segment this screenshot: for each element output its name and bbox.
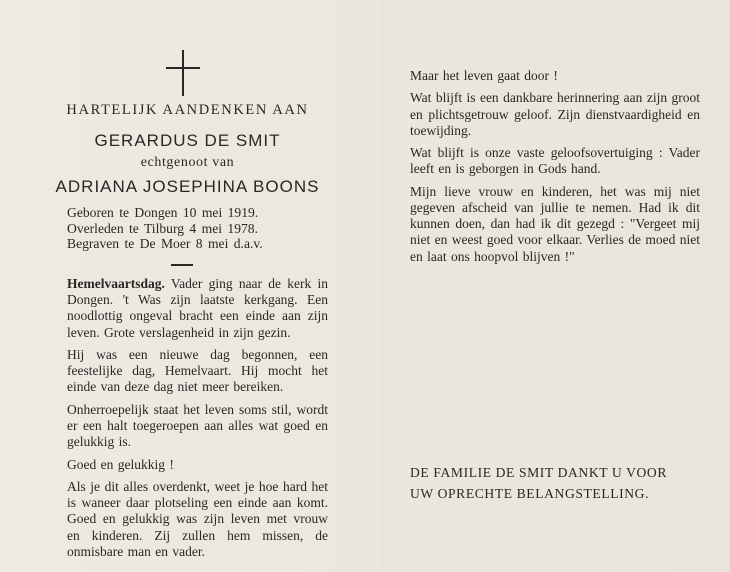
thanks-line: UW OPRECHTE BELANGSTELLING. bbox=[410, 486, 650, 501]
paragraph: Wat blijft is een dankbare herinnering aan zijn groot en plichtsgetrouw geloof. Zijn dienstvaardigheid en toewijding. bbox=[410, 90, 700, 138]
dates-block bbox=[67, 205, 263, 252]
right-column-text bbox=[410, 68, 700, 271]
paragraph: Hij was een nieuwe dag begonnen, een feestelijke dag, Hemelvaart. Hij mocht het einde van deze dag niet meer bereiken. bbox=[67, 347, 328, 395]
thanks-block bbox=[410, 462, 667, 504]
deceased-name: GERARDUS DE SMIT bbox=[94, 131, 281, 150]
paragraph: Wat blijft is onze vaste geloofsovertuiging : Vader leeft en is geborgen in Gods hand. bbox=[410, 145, 700, 177]
spouse-name: ADRIANA JOSEPHINA BOONS bbox=[55, 177, 320, 196]
divider-line bbox=[171, 264, 193, 266]
thanks-line: DE FAMILIE DE SMIT DANKT U VOOR bbox=[410, 465, 667, 480]
death-line: Overleden te Tilburg 4 mei 1978. bbox=[67, 220, 258, 236]
paragraph: Goed en gelukkig ! bbox=[67, 456, 174, 472]
paragraph: Maar het leven gaat door ! bbox=[410, 68, 558, 83]
paragraph: Onherroepelijk staat het leven soms stil, wordt er een halt toegeroepen aan alles wat goed en gelukkig is. bbox=[67, 401, 328, 450]
cross-icon bbox=[166, 50, 200, 96]
burial-line: Begraven te De Moer 8 mei d.a.v. bbox=[67, 236, 263, 252]
paragraph-lead: Hemelvaartsdag. bbox=[67, 276, 165, 291]
greeting-heading: HARTELIJK AANDENKEN AAN bbox=[66, 102, 309, 118]
birth-line: Geboren te Dongen 10 mei 1919. bbox=[67, 205, 259, 220]
paragraph: Mijn lieve vrouw en kinderen, het was mij niet gegeven afscheid van jullie te nemen. Had ik dit kunnen doen, dan had ik dit gezegd : "Vergeet mij niet en weest goed voor elkaar. Verlies de moed niet en laat ons hoopvol blijven !" bbox=[410, 183, 700, 264]
paragraph-text: Vader ging naar de kerk in Dongen. 't Was zijn laatste kerkgang. Een noodlottig ongeval bracht een einde aan zijn leven. Grote verslagenheid in zijn gezin. bbox=[67, 276, 328, 340]
center-fold bbox=[382, 0, 383, 572]
relation-text: echtgenoot van bbox=[140, 155, 235, 170]
left-column-text bbox=[67, 276, 328, 566]
paragraph bbox=[67, 276, 328, 341]
paragraph: Als je dit alles overdenkt, weet je hoe hard het is waneer daar plotseling een einde aan komt. Goed en gelukkig was zijn leven met vrouw en kinderen. Zij zullen hem missen, de onmisbare man en vader. bbox=[67, 478, 328, 559]
